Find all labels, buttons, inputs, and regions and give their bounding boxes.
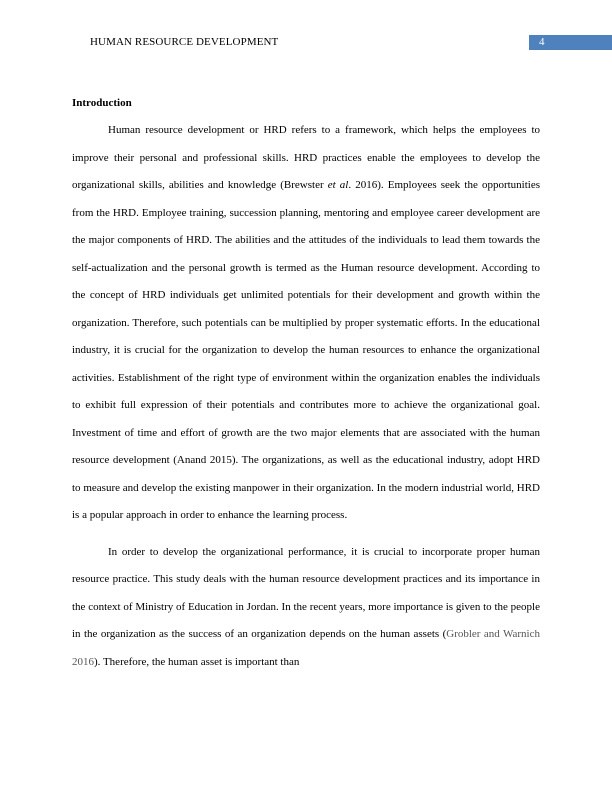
page-number-badge [529,35,612,50]
running-head-title: HUMAN RESOURCE DEVELOPMENT [90,36,279,48]
paragraph-1-text-b: . 2016). Employees seek the opportunities from the HRD. Employee training, succession planning, mentoring and employee career development are the major components of HRD. The abilities and the attitudes of the individuals to lead them towards the self-actualization and the personal growth is termed as the Human resource development. According to the concept of HRD individuals get unlimited potentials for their development and growth within the organization. Therefore, such potentials can be multiplied by proper systematic efforts. In the educational industry, it is crucial for the organization to develop the human resources to enhance the organizational activities. Establishment of the right type of environment within the organization enables the individuals to exhibit full expression of their potentials and contributes more to achieve the organizational goal. Investment of time and effort of growth are the two major elements that are associated with the human resource development (Anand 2015). The organizations, as well as the educational industry, adopt HRD to measure and develop the existing manpower in their organization. In the modern industrial world, HRD is a popular approach in order to enhance the learning process. [72,179,540,521]
body-paragraph-1 [72,117,540,530]
section-heading: Introduction [72,97,132,109]
citation-link[interactable]: Grobler and Warnich 2016 [72,628,540,668]
page-number: 4 [539,36,545,48]
paragraph-1-text-a: Human resource development or HRD refers to a framework, which helps the employees to improve their personal and professional skills. HRD practices enable the employees to develop the organizational skills, abilities and knowledge (Brewster [72,124,540,191]
et-al-italic: et al [327,179,349,191]
document-body [72,93,540,685]
paragraph-2-text-b: ). Therefore, the human asset is important than [94,655,300,668]
paragraph-2-text-a: In order to develop the organizational performance, it is crucial to incorporate proper human resource practice. This study deals with the human resource development practices and its importance in the context of Ministry of Education in Jordan. In the recent years, more importance is given to the people in the organization as the success of an organization depends on the human assets ( [72,545,540,640]
body-paragraph-2 [72,539,540,677]
